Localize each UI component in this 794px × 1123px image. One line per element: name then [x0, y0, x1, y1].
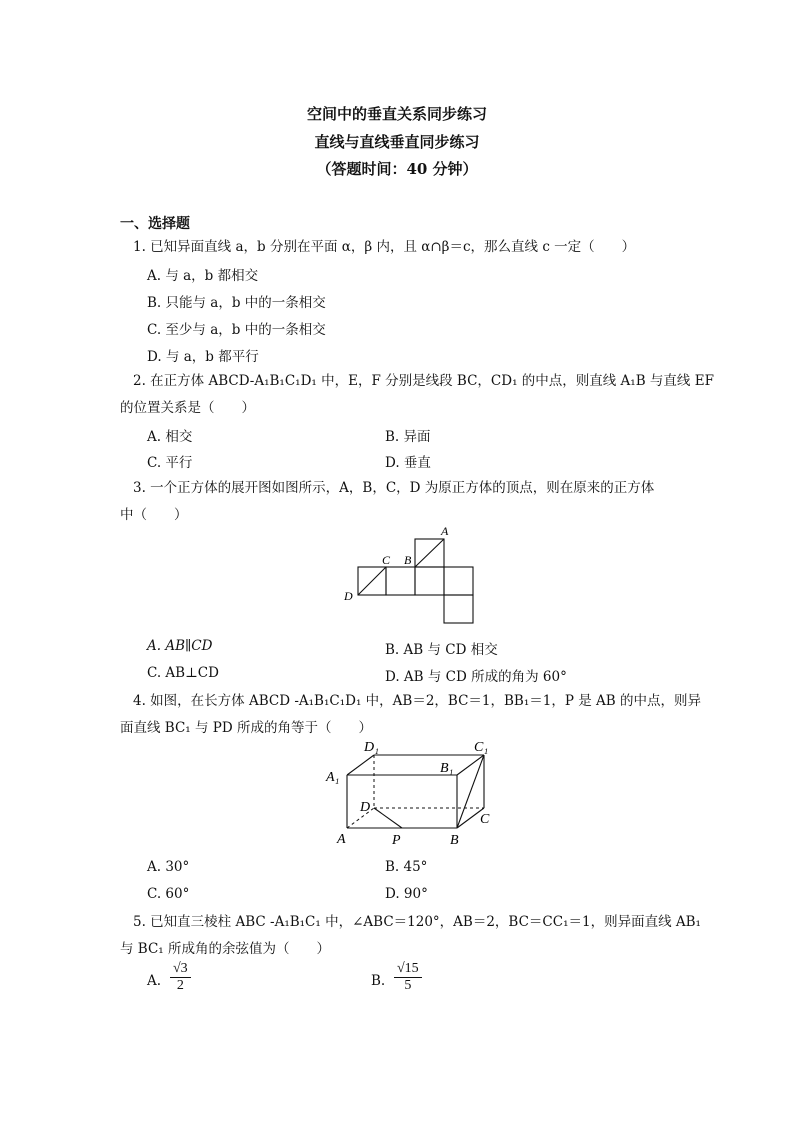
fraction-denominator: 5 — [404, 978, 412, 993]
q4-option-b: B. 45° — [385, 859, 428, 875]
q2-option-b: B. 异面 — [385, 429, 431, 445]
fraction-denominator: 2 — [176, 978, 184, 993]
q4-option-d: D. 90° — [385, 886, 428, 902]
q5-stem-line1: 5. 已知直三棱柱 ABC -A₁B₁C₁ 中，∠ABC＝120°，AB＝2，BC＝CC₁＝1，则异面直线 AB₁ — [133, 914, 701, 930]
q4-stem-line1: 4. 如图，在长方体 ABCD -A₁B₁C₁D₁ 中，AB＝2，BC＝1，BB₁＝1，P 是 AB 的中点，则异 — [133, 693, 701, 709]
label-b1: B₁ — [440, 761, 454, 776]
q3-option-c: C. AB⊥CD — [147, 665, 219, 681]
segment-pd — [374, 808, 402, 828]
cube-net-figure — [340, 522, 480, 630]
label-b: B — [450, 833, 459, 848]
q5-option-b-fraction — [394, 961, 422, 994]
q2-stem-line1: 2. 在正方体 ABCD-A₁B₁C₁D₁ 中，E，F 分别是线段 BC，CD₁ 的中点，则直线 A₁B 与直线 EF — [133, 373, 714, 389]
label-b: B — [404, 553, 412, 567]
label-d: D — [360, 800, 371, 815]
q1-option-a: A. 与 a，b 都相交 — [147, 268, 259, 284]
q4-stem-line2: 面直线 BC₁ 与 PD 所成的角等于（ ） — [120, 720, 372, 736]
label-a: A — [337, 832, 346, 847]
label-p: P — [392, 833, 401, 848]
diagonal-ba — [415, 539, 444, 567]
q3-option-d: D. AB 与 CD 所成的角为 60° — [385, 669, 567, 685]
q1-option-d: D. 与 a，b 都平行 — [147, 349, 259, 365]
net-square — [444, 595, 473, 623]
label-d1: D₁ — [364, 740, 379, 755]
label-a: A — [441, 524, 449, 538]
q5-option-b-label: B. — [371, 973, 386, 989]
q1-option-b: B. 只能与 a，b 中的一条相交 — [147, 295, 326, 311]
cuboid-figure — [322, 735, 502, 850]
q3-option-a: A. AB∥CD — [147, 638, 213, 654]
label-c: C — [382, 553, 391, 567]
net-square — [444, 567, 473, 595]
label-d: D — [344, 589, 353, 603]
q4-option-c: C. 60° — [147, 886, 190, 902]
fraction-numerator: √15 — [394, 961, 422, 978]
net-square — [415, 567, 444, 595]
q1-option-c: C. 至少与 a，b 中的一条相交 — [147, 322, 326, 338]
diagonal-dc — [358, 567, 386, 595]
q2-option-d: D. 垂直 — [385, 455, 431, 471]
label-a1: A₁ — [326, 770, 340, 785]
q3-option-b: B. AB 与 CD 相交 — [385, 642, 498, 658]
fraction-numerator: √3 — [170, 961, 191, 978]
label-c1: C₁ — [474, 740, 489, 755]
section-heading: 一、选择题 — [120, 216, 190, 232]
title-sub: 直线与直线垂直同步练习 — [314, 133, 480, 151]
q5-stem-line2: 与 BC₁ 所成角的余弦值为（ ） — [120, 941, 330, 957]
net-square — [386, 567, 415, 595]
q2-option-a: A. 相交 — [147, 429, 193, 445]
q4-option-a: A. 30° — [147, 859, 190, 875]
q1-stem: 1. 已知异面直线 a，b 分别在平面 α，β 内，且 α∩β＝c，那么直线 c 一定（ ） — [133, 239, 636, 255]
q5-option-a-fraction — [170, 961, 191, 994]
q2-stem-line2: 的位置关系是（ ） — [120, 400, 255, 416]
title-time: （答题时间：40 分钟） — [316, 160, 478, 178]
q3-stem-line2: 中（ ） — [120, 507, 188, 523]
q5-option-a-label: A. — [147, 973, 162, 989]
q2-option-c: C. 平行 — [147, 455, 193, 471]
label-c: C — [480, 812, 490, 827]
edge-a1d1 — [347, 755, 374, 775]
q3-stem-line1: 3. 一个正方体的展开图如图所示，A，B，C，D 为原正方体的顶点，则在原来的正方体 — [133, 480, 655, 496]
title-main: 空间中的垂直关系同步练习 — [306, 105, 487, 123]
